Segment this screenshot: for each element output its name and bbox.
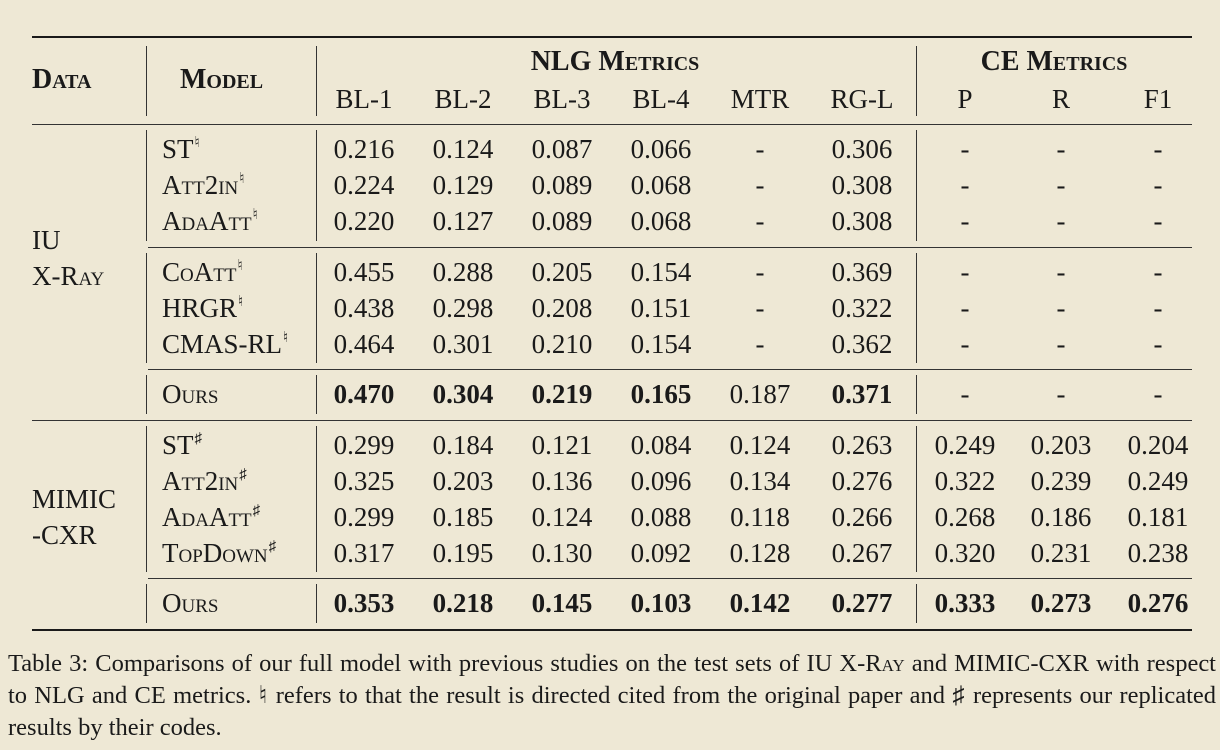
metric-value-r: - (1056, 134, 1066, 164)
metric-value-r: - (1056, 170, 1066, 200)
metric-value-bl-4: 0.088 (630, 502, 692, 532)
metric-value-bl-3: 0.089 (531, 170, 593, 200)
column-header-bl-2: BL-2 (434, 84, 492, 114)
metric-value-bl-4: 0.084 (630, 430, 692, 460)
source-mark: ♯ (252, 503, 261, 519)
model-name: Att2in (162, 466, 239, 496)
caption-part2: and MIMIC-CXR with respect to NLG and CE metrics. (8, 650, 1216, 709)
metric-value-mtr: 0.118 (730, 502, 790, 532)
metric-value-bl-2: 0.195 (432, 538, 494, 568)
metric-value-bl-1: 0.299 (333, 502, 395, 532)
source-mark: ♮ (238, 294, 244, 310)
model-name: ST (162, 134, 194, 164)
caption-sharp-mark: ♯ (952, 682, 966, 709)
caption-part3: refers to that the result is directed cited from the original paper and (268, 682, 953, 709)
column-header-bl-3: BL-3 (533, 84, 591, 114)
metric-value-rg-l: 0.306 (831, 134, 893, 164)
model-name-cell (162, 466, 247, 496)
metric-value-bl-4: 0.092 (630, 538, 692, 568)
metric-value-bl-4: 0.165 (630, 379, 692, 409)
metric-value-p: 0.320 (934, 538, 996, 568)
metric-value-bl-1: 0.317 (333, 538, 395, 568)
metric-value-r: - (1056, 206, 1066, 236)
metric-value-f1: - (1153, 257, 1163, 287)
model-name-cell (162, 588, 218, 618)
body-vline (146, 426, 147, 572)
dataset-label-line2: -CXR (32, 520, 97, 550)
model-name-cell (162, 502, 260, 532)
model-name-cell (162, 170, 245, 200)
metric-value-bl-1: 0.455 (333, 257, 395, 287)
source-mark: ♮ (194, 135, 200, 151)
model-name: AdaAtt (162, 502, 252, 532)
model-name-cell (162, 257, 243, 287)
metric-value-bl-2: 0.288 (432, 257, 494, 287)
header-ce-metrics: CE Metrics (980, 46, 1128, 77)
metric-value-r: - (1056, 293, 1066, 323)
source-mark: ♯ (194, 431, 203, 447)
metric-value-r: - (1056, 257, 1066, 287)
caption-part4: represents our replicated results by their codes. (8, 682, 1217, 741)
iu-group1-rule (148, 247, 1192, 248)
metric-value-bl-4: 0.154 (630, 257, 692, 287)
body-vline (146, 253, 147, 363)
metric-value-bl-2: 0.203 (432, 466, 494, 496)
model-name-cell (162, 329, 288, 359)
metric-value-r: - (1056, 329, 1066, 359)
metric-value-bl-1: 0.220 (333, 206, 395, 236)
column-header-r: R (1051, 84, 1071, 114)
metric-value-bl-1: 0.216 (333, 134, 395, 164)
dataset-label-line1: MIMIC (32, 484, 117, 514)
metric-value-bl-4: 0.103 (630, 588, 692, 618)
header-data: Data (32, 64, 92, 95)
metric-value-bl-1: 0.470 (333, 379, 395, 409)
dataset-label-line1: IU (32, 225, 61, 255)
metric-value-mtr: - (755, 206, 765, 236)
metric-value-bl-2: 0.298 (432, 293, 494, 323)
metric-value-p: - (960, 257, 970, 287)
model-name: Ours (162, 379, 219, 409)
metric-value-rg-l: 0.362 (831, 329, 893, 359)
metric-value-bl-3: 0.219 (531, 379, 593, 409)
metric-value-bl-1: 0.438 (333, 293, 395, 323)
metric-value-bl-4: 0.066 (630, 134, 692, 164)
metric-value-bl-4: 0.096 (630, 466, 692, 496)
body-vline (146, 130, 147, 241)
model-name: ST (162, 430, 194, 460)
metric-value-bl-4: 0.068 (630, 170, 692, 200)
metric-value-f1: - (1153, 170, 1163, 200)
source-mark: ♯ (239, 467, 247, 483)
source-mark: ♮ (237, 258, 243, 274)
metric-value-f1: 0.181 (1127, 502, 1189, 532)
metric-value-bl-1: 0.299 (333, 430, 395, 460)
metric-value-p: 0.333 (934, 588, 996, 618)
metric-value-p: - (960, 206, 970, 236)
metric-value-f1: 0.276 (1127, 588, 1189, 618)
metric-value-f1: - (1153, 379, 1163, 409)
metric-value-mtr: 0.187 (729, 379, 791, 409)
metric-value-mtr: - (755, 170, 765, 200)
metric-value-rg-l: 0.308 (831, 206, 893, 236)
body-vline (316, 426, 317, 572)
metric-value-rg-l: 0.276 (831, 466, 893, 496)
metric-value-mtr: 0.134 (729, 466, 791, 496)
source-mark: ♮ (239, 171, 245, 187)
metric-value-r: 0.231 (1030, 538, 1092, 568)
metric-value-bl-1: 0.325 (333, 466, 395, 496)
metric-value-p: - (960, 170, 970, 200)
body-vline (316, 130, 317, 241)
metric-value-mtr: - (755, 293, 765, 323)
model-name-cell (162, 379, 218, 409)
metric-value-bl-3: 0.087 (531, 134, 593, 164)
metric-value-bl-1: 0.353 (333, 588, 395, 618)
metric-value-bl-2: 0.124 (432, 134, 494, 164)
metric-value-bl-2: 0.304 (432, 379, 494, 409)
column-header-f1: F1 (1143, 84, 1173, 114)
source-mark: ♮ (283, 330, 289, 346)
model-name: Ours (162, 588, 219, 618)
body-vline (316, 253, 317, 363)
metric-value-rg-l: 0.322 (831, 293, 893, 323)
metric-value-f1: - (1153, 134, 1163, 164)
metric-value-p: - (960, 134, 970, 164)
metric-value-f1: - (1153, 206, 1163, 236)
metric-value-f1: 0.249 (1127, 466, 1189, 496)
metric-value-bl-2: 0.184 (432, 430, 494, 460)
top-rule (32, 36, 1192, 38)
body-vline (146, 584, 147, 623)
metric-value-bl-2: 0.301 (432, 329, 494, 359)
metric-value-mtr: 0.128 (729, 538, 791, 568)
metric-value-bl-2: 0.218 (432, 588, 494, 618)
bottom-rule (32, 629, 1192, 631)
metric-value-bl-3: 0.124 (531, 502, 593, 532)
metric-value-bl-1: 0.224 (333, 170, 395, 200)
column-header-bl-1: BL-1 (335, 84, 393, 114)
model-name: CoAtt (162, 257, 237, 287)
header-vline-3 (916, 46, 917, 116)
metric-value-p: 0.322 (934, 466, 996, 496)
body-vline (916, 375, 917, 414)
metric-value-mtr: - (755, 134, 765, 164)
source-mark: ♮ (252, 207, 259, 223)
model-name-cell (162, 430, 202, 460)
metric-value-mtr: 0.142 (729, 588, 791, 618)
metric-value-r: - (1056, 379, 1066, 409)
metric-value-bl-3: 0.089 (531, 206, 593, 236)
metric-value-r: 0.273 (1030, 588, 1092, 618)
table-caption (8, 648, 1216, 744)
body-vline (146, 375, 147, 414)
header-vline-1 (146, 46, 147, 116)
metric-value-bl-3: 0.205 (531, 257, 593, 287)
model-name: HRGR (162, 293, 238, 323)
dataset-separator-rule (32, 420, 1192, 421)
model-name: CMAS-RL (162, 329, 283, 359)
metric-value-rg-l: 0.369 (831, 257, 893, 287)
caption-part1: Table 3: Comparisons of our full model with previous studies on the test sets of IU X- (8, 650, 866, 677)
metric-value-bl-1: 0.464 (333, 329, 395, 359)
metric-value-bl-2: 0.185 (432, 502, 494, 532)
metric-value-f1: - (1153, 293, 1163, 323)
caption-xray-tail: Ray (865, 650, 905, 677)
metric-value-r: 0.203 (1030, 430, 1092, 460)
metric-value-rg-l: 0.308 (831, 170, 893, 200)
metric-value-p: 0.268 (934, 502, 996, 532)
model-name-cell (162, 538, 276, 568)
body-vline (316, 375, 317, 414)
dataset-label-line2: X-Ray (32, 261, 105, 291)
metric-value-bl-3: 0.208 (531, 293, 593, 323)
metric-value-f1: - (1153, 329, 1163, 359)
metric-value-r: 0.186 (1030, 502, 1092, 532)
model-name: AdaAtt (162, 206, 252, 236)
header-model: Model (180, 64, 264, 95)
header-nlg-metrics: NLG Metrics (530, 46, 700, 77)
header-bottom-rule (32, 124, 1192, 125)
metric-value-bl-3: 0.210 (531, 329, 593, 359)
metric-value-mtr: - (755, 257, 765, 287)
metric-value-bl-2: 0.127 (432, 206, 494, 236)
metric-value-rg-l: 0.371 (831, 379, 893, 409)
metric-value-bl-4: 0.154 (630, 329, 692, 359)
body-vline (916, 130, 917, 241)
model-name-cell (162, 206, 258, 236)
column-header-p: P (957, 84, 973, 114)
metric-value-p: - (960, 293, 970, 323)
metric-value-mtr: - (755, 329, 765, 359)
metric-value-rg-l: 0.267 (831, 538, 893, 568)
model-name-cell (162, 134, 200, 164)
body-vline (916, 584, 917, 623)
body-vline (916, 426, 917, 572)
metric-value-f1: 0.204 (1127, 430, 1189, 460)
column-header-bl-4: BL-4 (632, 84, 690, 114)
metric-value-rg-l: 0.277 (831, 588, 893, 618)
model-name-cell (162, 293, 243, 323)
body-vline (316, 584, 317, 623)
metric-value-bl-3: 0.121 (531, 430, 593, 460)
header-vline-2 (316, 46, 317, 116)
metric-value-p: - (960, 329, 970, 359)
metric-value-rg-l: 0.266 (831, 502, 893, 532)
metric-value-bl-4: 0.151 (630, 293, 692, 323)
column-header-mtr: MTR (730, 84, 790, 114)
metric-value-p: 0.249 (934, 430, 996, 460)
metric-value-bl-3: 0.136 (531, 466, 593, 496)
column-header-rg-l: RG-L (830, 84, 894, 114)
model-name: Att2in (162, 170, 239, 200)
caption-natural-mark: ♮ (258, 682, 269, 709)
source-mark: ♯ (268, 539, 277, 555)
model-name: TopDown (162, 538, 268, 568)
iu-group2-rule (148, 369, 1192, 370)
body-vline (916, 253, 917, 363)
metric-value-bl-3: 0.130 (531, 538, 593, 568)
metric-value-r: 0.239 (1030, 466, 1092, 496)
metric-value-bl-2: 0.129 (432, 170, 494, 200)
metric-value-mtr: 0.124 (729, 430, 791, 460)
metric-value-rg-l: 0.263 (831, 430, 893, 460)
metric-value-f1: 0.238 (1127, 538, 1189, 568)
metric-value-bl-4: 0.068 (630, 206, 692, 236)
metric-value-bl-3: 0.145 (531, 588, 593, 618)
mimic-group1-rule (148, 578, 1192, 579)
metric-value-p: - (960, 379, 970, 409)
